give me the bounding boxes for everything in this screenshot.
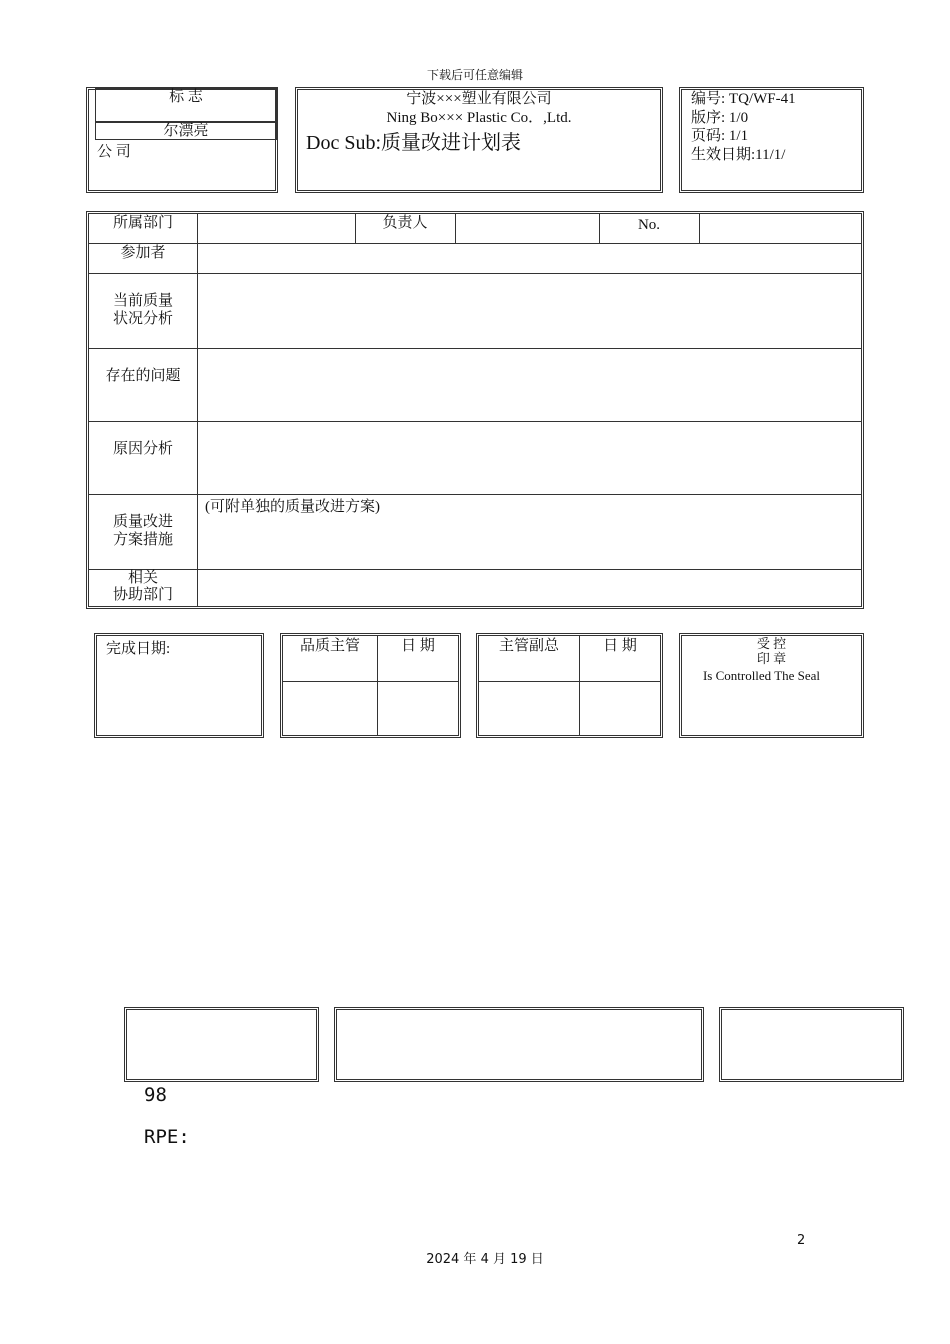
problems-field[interactable]	[198, 349, 860, 420]
owner-label: 负责人	[382, 215, 428, 231]
seal-line2: 印 章	[756, 651, 787, 666]
status-label-line2: 状况分析	[112, 311, 173, 327]
qa-signature-field[interactable]	[283, 682, 376, 734]
qa-date-field[interactable]	[378, 682, 458, 734]
no-field[interactable]	[700, 214, 860, 241]
logo-company: 公 司	[97, 144, 131, 160]
footer-number: 98	[144, 1084, 167, 1106]
vp-signature-field[interactable]	[479, 682, 578, 734]
cause-label: 原因分析	[112, 441, 173, 457]
assist-label	[89, 570, 197, 604]
problems-label: 存在的问题	[105, 368, 181, 384]
logo-name: 尔漂亮	[163, 123, 209, 139]
page-number: 2	[797, 1233, 806, 1248]
doc-effective-date: 生效日期:11/1/	[691, 146, 786, 163]
status-label-line1: 当前质量	[112, 293, 173, 309]
plan-label	[89, 513, 197, 549]
qa-manager-label: 品质主管	[299, 638, 360, 654]
logo-label: 标 志	[169, 89, 203, 105]
footer-rpe: RPE:	[144, 1126, 190, 1148]
dept-label: 所属部门	[112, 215, 173, 231]
seal-line1: 受 控	[756, 636, 787, 651]
participants-field[interactable]	[198, 243, 860, 271]
assist-label-line1: 相关	[127, 570, 158, 586]
owner-field[interactable]	[456, 214, 598, 241]
assist-field[interactable]	[198, 570, 860, 606]
vp-label: 主管副总	[498, 638, 559, 654]
assist-label-line2: 协助部门	[112, 587, 173, 603]
plan-field[interactable]	[198, 495, 860, 568]
doc-code: 编号: TQ/WF-41	[691, 91, 796, 107]
doc-page: 页码: 1/1	[691, 128, 749, 144]
participants-label: 参加者	[120, 245, 166, 261]
completion-label: 完成日期:	[106, 641, 171, 657]
footer-date: 2024 年 4 月 19 日	[426, 1252, 544, 1267]
qa-date-label: 日 期	[401, 638, 435, 654]
vp-date-label: 日 期	[603, 638, 637, 654]
seal-text	[679, 636, 864, 683]
top-note: 下载后可任意编辑	[426, 68, 523, 82]
plan-note: (可附单独的质量改进方案)	[205, 499, 380, 515]
company-cn: 宁波×××塑业有限公司	[406, 91, 552, 107]
seal-en: Is Controlled The Seal	[702, 668, 821, 683]
footer-box-left	[124, 1007, 319, 1082]
cause-field[interactable]	[198, 422, 860, 493]
footer-box-middle	[334, 1007, 704, 1082]
plan-label-line1: 质量改进	[112, 514, 173, 530]
doc-meta	[691, 90, 796, 164]
no-label: No.	[637, 217, 661, 233]
dept-field[interactable]	[198, 214, 353, 241]
company-en: Ning Bo××× Plastic Co．,Ltd.	[386, 110, 572, 126]
doc-version: 版序: 1/0	[691, 109, 749, 126]
vp-date-field[interactable]	[580, 682, 660, 734]
plan-label-line2: 方案措施	[112, 532, 173, 548]
status-field[interactable]	[198, 273, 860, 346]
footer-box-right	[719, 1007, 904, 1082]
doc-subject: Doc Sub:质量改进计划表	[306, 132, 521, 154]
status-label	[89, 292, 197, 328]
